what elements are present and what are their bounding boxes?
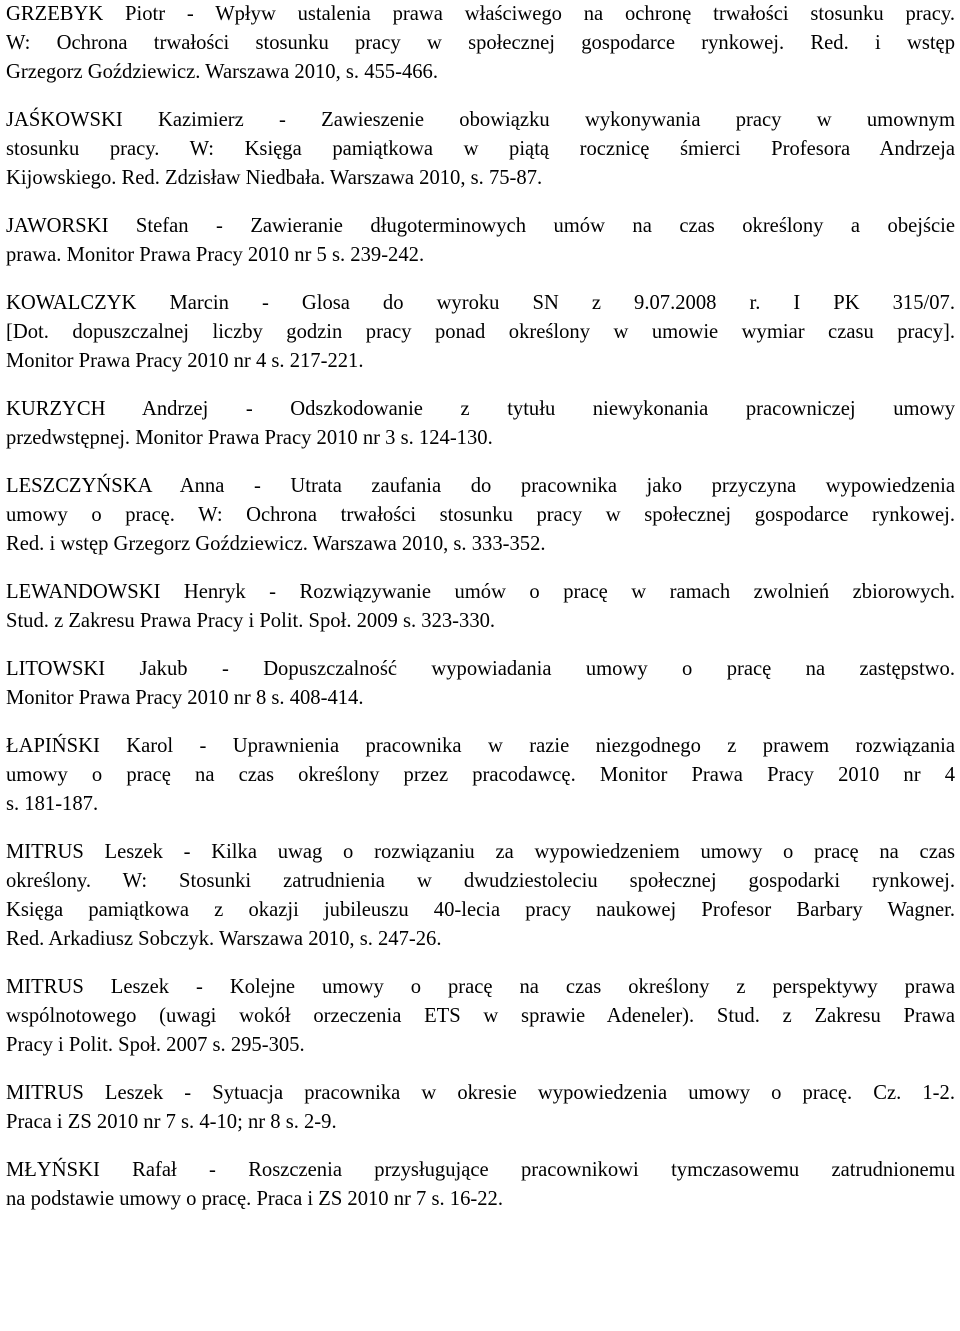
entry-line: ŁAPIŃSKI Karol - Uprawnienia pracownika w razie niezgodnego z prawem rozwiązania — [6, 735, 955, 757]
entry-line: MITRUS Leszek - Kolejne umowy o pracę na czas określony z perspektywy prawa — [6, 976, 955, 998]
entry-line: MŁYŃSKI Rafał - Roszczenia przysługujące pracownikowi tymczasowemu zatrudnionemu — [6, 1159, 955, 1181]
bibliography-page — [6, 0, 955, 1233]
entry-line: umowy o pracę. W: Ochrona trwałości stosunku pracy w społecznej gospodarce rynkowej. — [6, 504, 955, 526]
bibliography-entry — [6, 212, 955, 270]
entry-line: LESZCZYŃSKA Anna - Utrata zaufania do pracownika jako przyczyna wypowiedzenia — [6, 475, 955, 497]
bibliography-entry — [6, 732, 955, 819]
bibliography-entry — [6, 973, 955, 1060]
entry-line: JAWORSKI Stefan - Zawieranie długoterminowych umów na czas określony a obejście — [6, 215, 955, 237]
entry-line: MITRUS Leszek - Kilka uwag o rozwiązaniu za wypowiedzeniem umowy o pracę na czas — [6, 841, 955, 863]
entry-line: KURZYCH Andrzej - Odszkodowanie z tytułu niewykonania pracowniczej umowy — [6, 398, 955, 420]
entry-line: prawa. Monitor Prawa Pracy 2010 nr 5 s. 239-242. — [6, 244, 425, 266]
bibliography-entry — [6, 0, 955, 87]
entry-line: Grzegorz Goździewicz. Warszawa 2010, s. 455-466. — [6, 61, 438, 83]
entry-line: Red. i wstęp Grzegorz Goździewicz. Warszawa 2010, s. 333-352. — [6, 533, 546, 555]
bibliography-entry — [6, 395, 955, 453]
entry-line: Praca i ZS 2010 nr 7 s. 4-10; nr 8 s. 2-9. — [6, 1111, 337, 1133]
entry-line: Red. Arkadiusz Sobczyk. Warszawa 2010, s. 247-26. — [6, 928, 442, 950]
bibliography-entry — [6, 838, 955, 954]
bibliography-entry — [6, 578, 955, 636]
entry-line: Stud. z Zakresu Prawa Pracy i Polit. Społ. 2009 s. 323-330. — [6, 610, 496, 632]
entry-line: określony. W: Stosunki zatrudnienia w dwudziestoleciu społecznej gospodarki rynkowej. — [6, 870, 955, 892]
bibliography-entry — [6, 1079, 955, 1137]
entry-line: stosunku pracy. W: Księga pamiątkowa w piątą rocznicę śmierci Profesora Andrzeja — [6, 138, 955, 160]
entry-line: LITOWSKI Jakub - Dopuszczalność wypowiadania umowy o pracę na zastępstwo. — [6, 658, 955, 680]
entry-line: LEWANDOWSKI Henryk - Rozwiązywanie umów o pracę w ramach zwolnień zbiorowych. — [6, 581, 955, 603]
entry-line: Pracy i Polit. Społ. 2007 s. 295-305. — [6, 1034, 305, 1056]
bibliography-entry — [6, 1156, 955, 1214]
entry-line: KOWALCZYK Marcin - Glosa do wyroku SN z 9.07.2008 r. I PK 315/07. — [6, 292, 955, 314]
entry-line: s. 181-187. — [6, 793, 99, 815]
bibliography-entry — [6, 106, 955, 193]
entry-line: umowy o pracę na czas określony przez pracodawcę. Monitor Prawa Pracy 2010 nr 4 — [6, 764, 955, 786]
entry-line: przedwstępnej. Monitor Prawa Pracy 2010 nr 3 s. 124-130. — [6, 427, 493, 449]
bibliography-entry — [6, 655, 955, 713]
entry-line: [Dot. dopuszczalnej liczby godzin pracy ponad określony w umowie wymiar czasu pracy]. — [6, 321, 955, 343]
entry-line: Monitor Prawa Pracy 2010 nr 8 s. 408-414. — [6, 687, 364, 709]
entry-line: Kijowskiego. Red. Zdzisław Niedbała. Warszawa 2010, s. 75-87. — [6, 167, 543, 189]
entry-line: W: Ochrona trwałości stosunku pracy w społecznej gospodarce rynkowej. Red. i wstęp — [6, 32, 955, 54]
entry-line: MITRUS Leszek - Sytuacja pracownika w okresie wypowiedzenia umowy o pracę. Cz. 1-2. — [6, 1082, 955, 1104]
bibliography-entry — [6, 472, 955, 559]
entry-line: na podstawie umowy o pracę. Praca i ZS 2010 nr 7 s. 16-22. — [6, 1188, 504, 1210]
entry-line: wspólnotowego (uwagi wokół orzeczenia ETS w sprawie Adeneler). Stud. z Zakresu Prawa — [6, 1005, 955, 1027]
entry-line: JAŚKOWSKI Kazimierz - Zawieszenie obowiązku wykonywania pracy w umownym — [6, 109, 955, 131]
entry-line: Księga pamiątkowa z okazji jubileuszu 40-lecia pracy naukowej Profesor Barbary Wagner. — [6, 899, 955, 921]
bibliography-entry — [6, 289, 955, 376]
entry-line: Monitor Prawa Pracy 2010 nr 4 s. 217-221. — [6, 350, 364, 372]
entry-line: GRZEBYK Piotr - Wpływ ustalenia prawa właściwego na ochronę trwałości stosunku pracy. — [6, 3, 955, 25]
